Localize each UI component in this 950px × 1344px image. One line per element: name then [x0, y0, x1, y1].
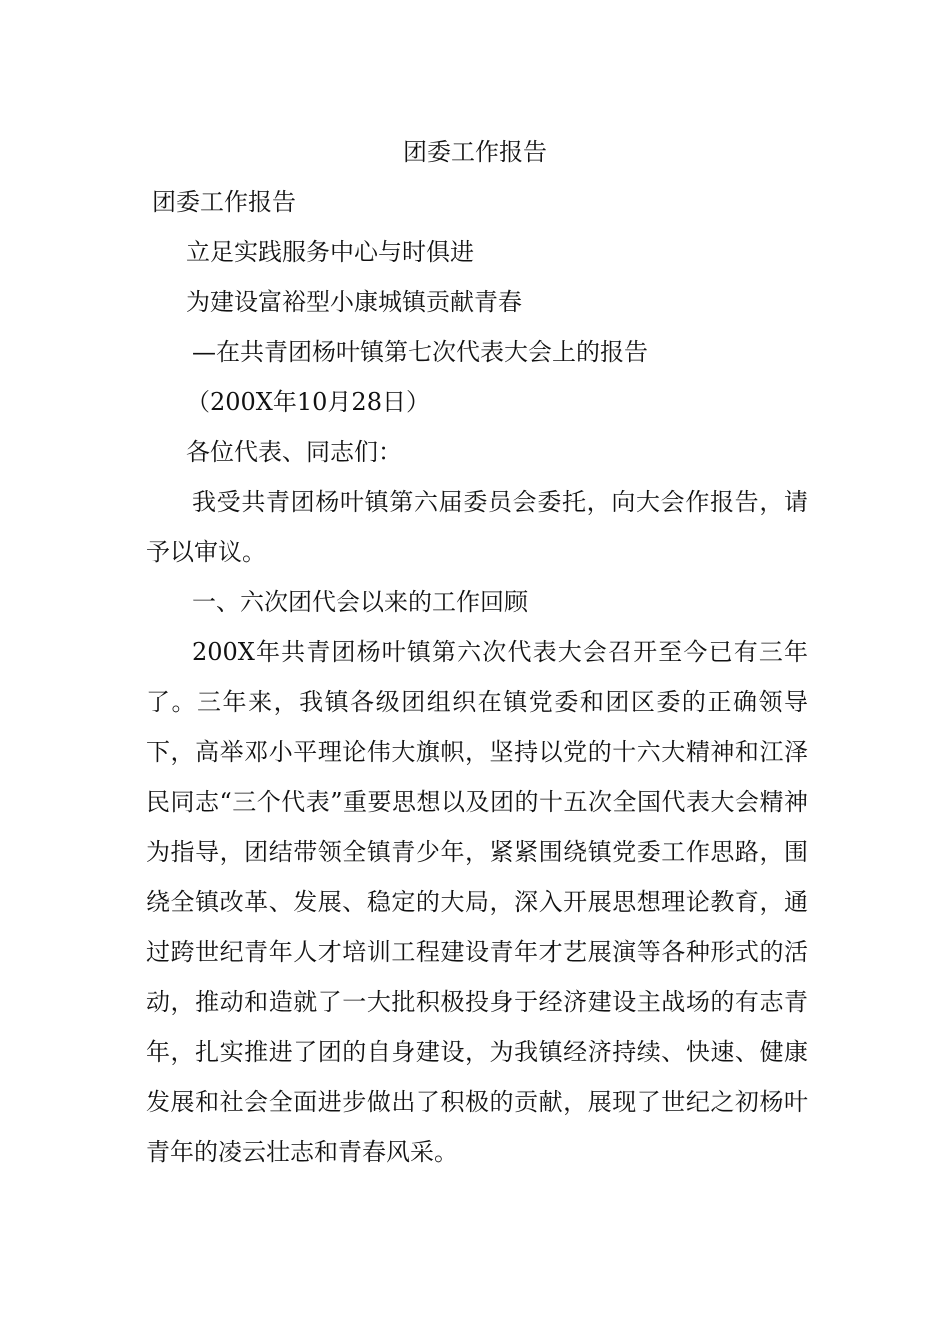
section-1-heading: 一、六次团代会以来的工作回顾	[192, 588, 528, 616]
report-heading-line-1: 立足实践服务中心与时俱进	[186, 238, 474, 266]
report-date: （200X年10月28日）	[186, 388, 430, 416]
document-title: 团委工作报告	[403, 138, 547, 166]
report-subtitle: 团委工作报告	[152, 188, 296, 216]
report-heading-line-2: 为建设富裕型小康城镇贡献青春	[186, 288, 522, 316]
intro-paragraph: 我受共青团杨叶镇第六届委员会委托，向大会作报告，请予以审议。	[146, 488, 808, 566]
salutation: 各位代表、同志们：	[186, 438, 402, 466]
section-1-paragraph: 200X年共青团杨叶镇第六次代表大会召开至今已有三年了。三年来，我镇各级团组织在镇党委和团区委的正确领导下，高举邓小平理论伟大旗帜，坚持以党的十六大精神和江泽民同志“三个代表”重要思想以及团的十五次全国代表大会精神为指导，团结带领全镇青少年，紧紧围绕镇党委工作思路，围绕全镇改革、发展、稳定的大局，深入开展思想理论教育，通过跨世纪青年人才培训工程建设青年才艺展演等各种形式的活动，推动和造就了一大批积极投身于经济建设主战场的有志青年，扎实推进了团的自身建设，为我镇经济持续、快速、健康发展和社会全面进步做出了积极的贡献，展现了世纪之初杨叶青年的凌云壮志和青春风采。	[146, 638, 808, 1166]
report-heading-line-3: —在共青团杨叶镇第七次代表大会上的报告	[192, 338, 648, 366]
